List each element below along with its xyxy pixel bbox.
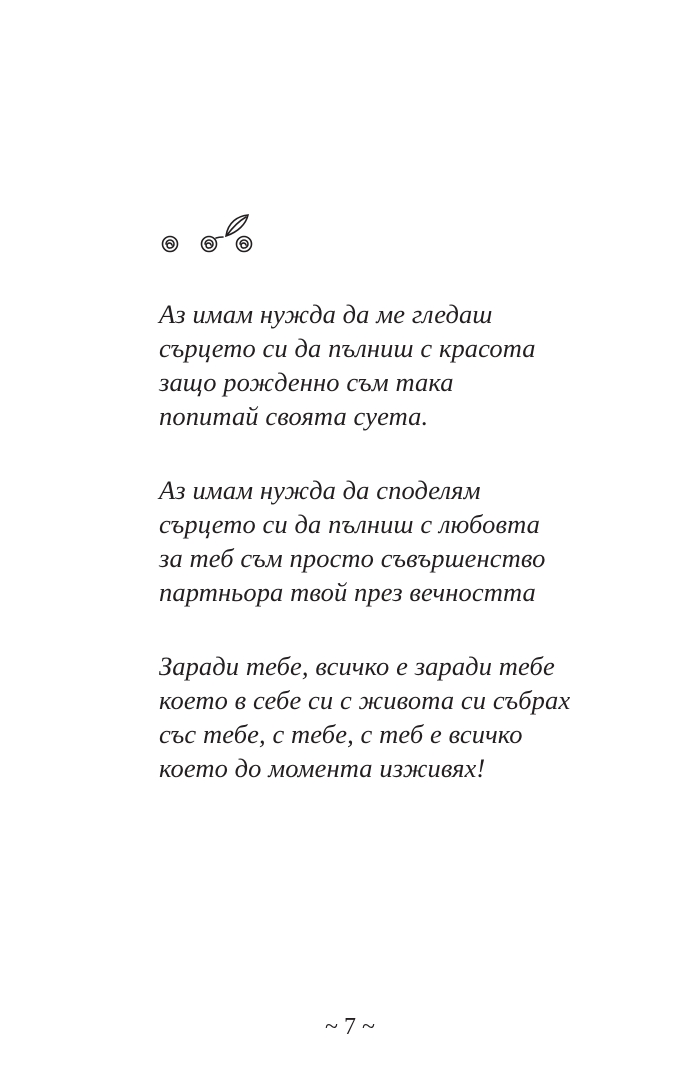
poem-line: Заради тебе, всичко е заради тебе [159,651,555,681]
poem-line: Аз имам нужда да споделям [159,475,481,505]
poem-line: със тебе, с тебе, с теб е всичко [159,719,523,749]
poem-line: за теб съм просто съвършенство [159,543,546,573]
stanza-3 [159,649,629,785]
rose-ornament-icon [158,210,260,256]
poem-line: сърцето си да пълниш с любовта [159,509,540,539]
poem-line: което до момента изживях! [159,753,486,783]
poem-line: което в себе си с живота си събрах [159,685,571,715]
poem-line: Аз имам нужда да ме гледаш [159,299,493,329]
stanza-1 [159,297,629,433]
page-number: ~ 7 ~ [325,1014,375,1040]
stanza-2 [159,473,629,609]
poem [159,297,629,825]
poem-line: партньора твой през вечността [159,577,536,607]
poem-line: сърцето си да пълниш с красота [159,333,536,363]
poem-line: попитай своята суета. [159,401,429,431]
poem-line: защо рожденно съм така [159,367,454,397]
